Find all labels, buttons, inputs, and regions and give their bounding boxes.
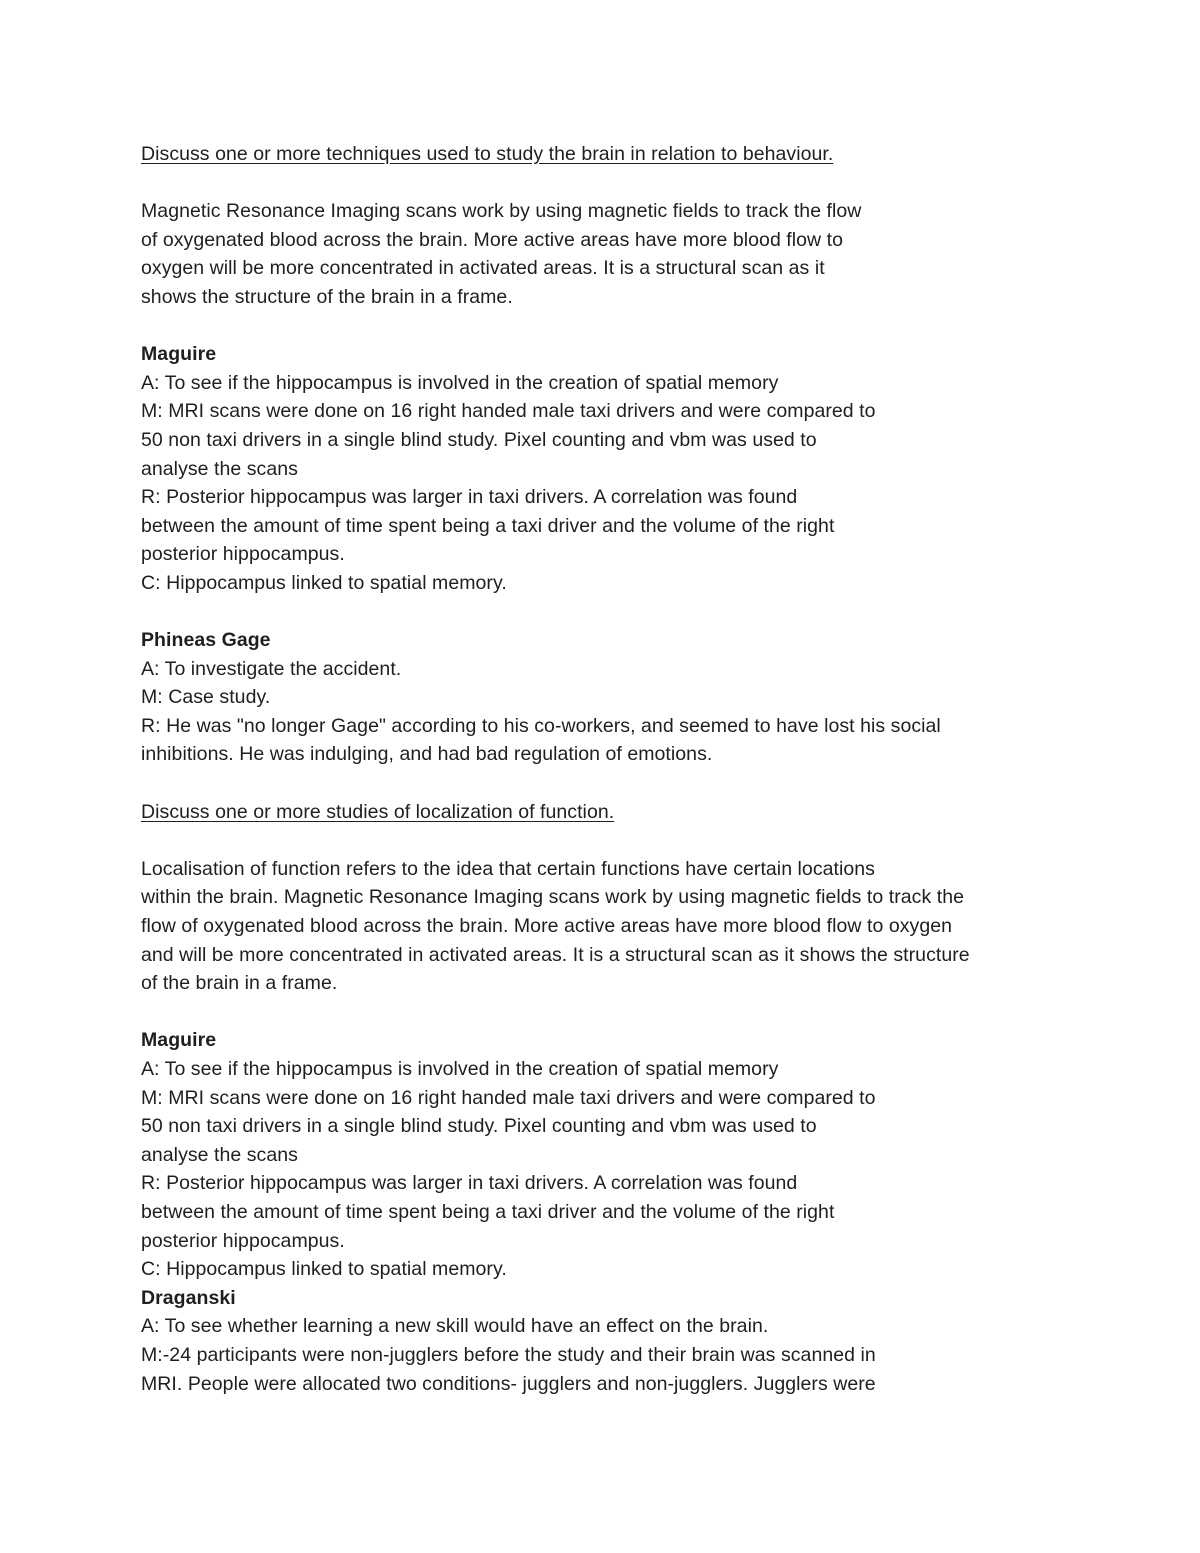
- section-heading-localization: Discuss one or more studies of localization of function.: [141, 800, 615, 823]
- study-line: M:-24 participants were non-jugglers before the study and their brain was scanned in: [141, 1343, 876, 1366]
- study-line: R: Posterior hippocampus was larger in taxi drivers. A correlation was found: [141, 486, 798, 509]
- study-title: Phineas Gage: [141, 629, 271, 652]
- study-line: A: To investigate the accident.: [141, 657, 402, 680]
- study-line: A: To see if the hippocampus is involved in the creation of spatial memory: [141, 371, 779, 394]
- study-line: posterior hippocampus.: [141, 543, 345, 566]
- spacer: [141, 998, 1101, 1027]
- spacer: [141, 312, 1101, 341]
- study-line: 50 non taxi drivers in a single blind study. Pixel counting and vbm was used to: [141, 428, 817, 451]
- paragraph-line: oxygen will be more concentrated in activated areas. It is a structural scan as it: [141, 257, 825, 280]
- study-line: C: Hippocampus linked to spatial memory.: [141, 571, 507, 594]
- paragraph-line: Localisation of function refers to the idea that certain functions have certain locations: [141, 857, 875, 880]
- study-line: M: MRI scans were done on 16 right handed male taxi drivers and were compared to: [141, 1086, 876, 1109]
- spacer: [141, 826, 1101, 855]
- paragraph-line: within the brain. Magnetic Resonance Imaging scans work by using magnetic fields to track the: [141, 886, 964, 909]
- paragraph-mri-intro: [141, 197, 1101, 311]
- study-line: 50 non taxi drivers in a single blind study. Pixel counting and vbm was used to: [141, 1115, 817, 1138]
- study-title: Maguire: [141, 1029, 217, 1052]
- study-line: posterior hippocampus.: [141, 1229, 345, 1252]
- study-line: analyse the scans: [141, 1143, 298, 1166]
- study-draganski: [141, 1284, 1101, 1398]
- study-title: Maguire: [141, 343, 217, 366]
- paragraph-line: shows the structure of the brain in a frame.: [141, 285, 513, 308]
- study-line: MRI. People were allocated two conditions- jugglers and non-jugglers. Jugglers were: [141, 1372, 876, 1395]
- paragraph-line: and will be more concentrated in activated areas. It is a structural scan as it shows the structure: [141, 943, 970, 966]
- spacer: [141, 769, 1101, 798]
- study-line: analyse the scans: [141, 457, 298, 480]
- paragraph-line: of oxygenated blood across the brain. More active areas have more blood flow to: [141, 228, 844, 251]
- spacer: [141, 169, 1101, 198]
- study-line: inhibitions. He was indulging, and had bad regulation of emotions.: [141, 743, 713, 766]
- study-line: between the amount of time spent being a taxi driver and the volume of the right: [141, 514, 835, 537]
- study-line: R: Posterior hippocampus was larger in taxi drivers. A correlation was found: [141, 1172, 798, 1195]
- study-maguire-2: [141, 1026, 1101, 1283]
- study-line: M: MRI scans were done on 16 right handed male taxi drivers and were compared to: [141, 400, 876, 423]
- paragraph-localisation-intro: [141, 855, 1101, 998]
- study-line: C: Hippocampus linked to spatial memory.: [141, 1258, 507, 1281]
- document-body: [141, 140, 1101, 1398]
- paragraph-line: flow of oxygenated blood across the brain. More active areas have more blood flow to oxygen: [141, 915, 953, 938]
- study-maguire: [141, 340, 1101, 597]
- study-line: R: He was "no longer Gage" according to his co-workers, and seemed to have lost his social: [141, 714, 941, 737]
- study-line: between the amount of time spent being a taxi driver and the volume of the right: [141, 1200, 835, 1223]
- spacer: [141, 598, 1101, 627]
- paragraph-line: of the brain in a frame.: [141, 972, 338, 995]
- study-phineas-gage: [141, 626, 1101, 769]
- study-title: Draganski: [141, 1286, 236, 1309]
- study-line: A: To see whether learning a new skill would have an effect on the brain.: [141, 1315, 769, 1338]
- study-line: A: To see if the hippocampus is involved in the creation of spatial memory: [141, 1058, 779, 1080]
- paragraph-line: Magnetic Resonance Imaging scans work by using magnetic fields to track the flow: [141, 200, 862, 223]
- section-heading-techniques: Discuss one or more techniques used to study the brain in relation to behaviour.: [141, 143, 834, 165]
- study-line: M: Case study.: [141, 686, 271, 709]
